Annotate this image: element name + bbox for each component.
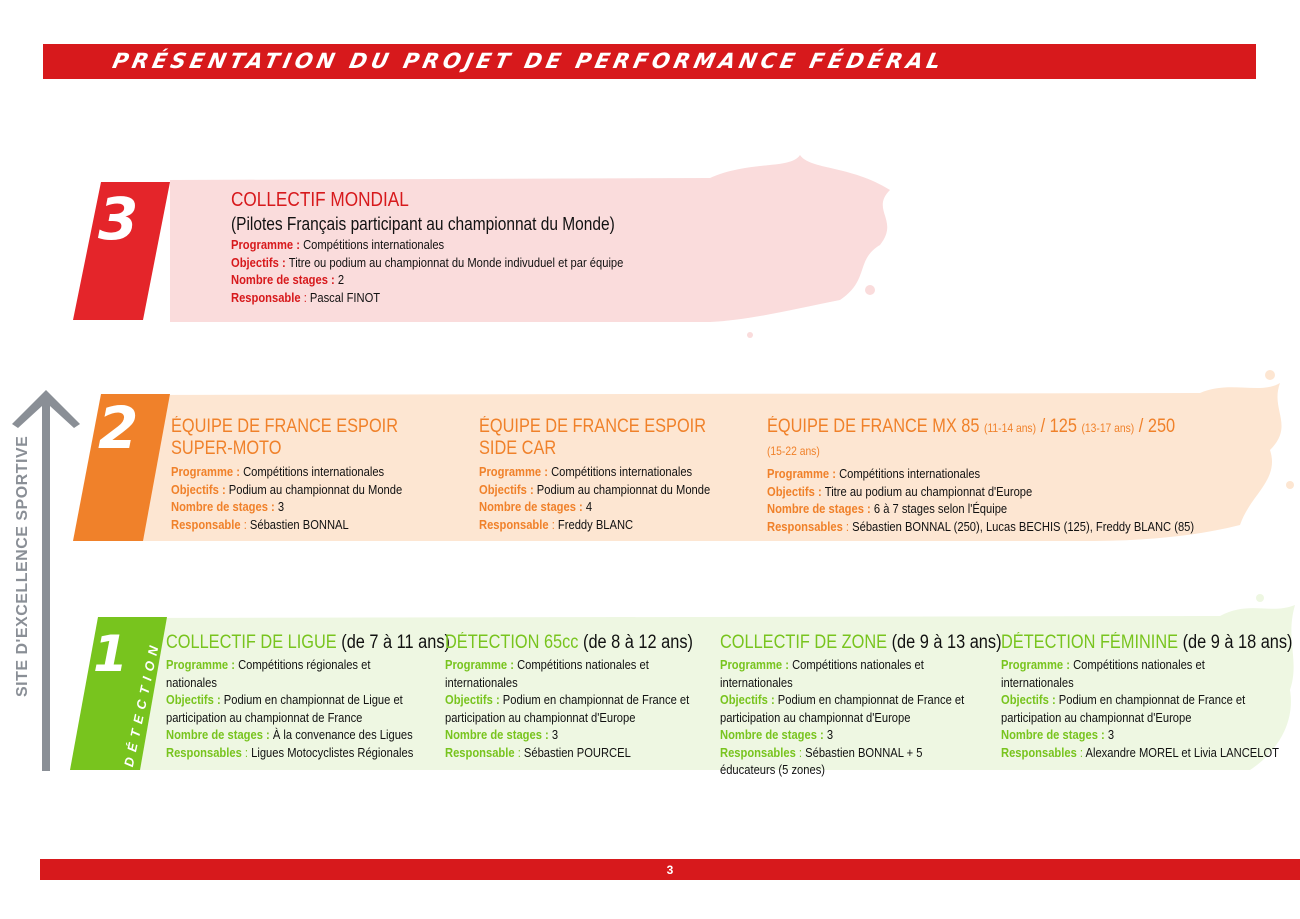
card-heading: ÉQUIPE DE FRANCE ESPOIR SIDE CAR bbox=[479, 416, 706, 459]
row-stages: Nombre de stages : 4 bbox=[479, 499, 593, 514]
side-label: SITE D'EXCELLENCE SPORTIVE bbox=[14, 435, 31, 697]
page-title: PRÉSENTATION DU PROJET DE PERFORMANCE FÉDÉRAL bbox=[110, 49, 947, 73]
row-stages: Nombre de stages : 2 bbox=[231, 272, 345, 287]
header-banner bbox=[43, 44, 1256, 79]
row-programme: Programme : Compétitions nationales et internationales bbox=[445, 657, 649, 690]
row-responsable: Responsable : Freddy BLANC bbox=[479, 516, 634, 532]
card-heading: DÉTECTION 65cc (de 8 à 12 ans) bbox=[445, 632, 693, 653]
row-objectifs: Objectifs : Titre au podium au championnat d'Europe bbox=[767, 483, 1033, 499]
row-responsable: Responsable : Pascal FINOT bbox=[231, 289, 381, 305]
row-programme: Programme : Compétitions nationales et internationales bbox=[720, 657, 924, 690]
card-heading: COLLECTIF DE ZONE (de 9 à 13 ans) bbox=[720, 632, 1002, 653]
row-objectifs: Objectifs : Podium en championnat de France et participation au championnat d'Europe bbox=[445, 692, 690, 725]
row-responsable: Responsables : Sébastien BONNAL + 5 éducateurs (5 zones) bbox=[720, 744, 923, 777]
row-responsable: Responsable : Sébastien POURCEL bbox=[445, 744, 631, 760]
card-heading: DÉTECTION FÉMININE (de 9 à 18 ans) bbox=[1001, 632, 1293, 653]
row-responsable: Responsable : Sébastien BONNAL bbox=[171, 516, 349, 532]
page-number: 3 bbox=[666, 863, 674, 877]
row-programme: Programme : Compétitions internationales bbox=[171, 464, 385, 479]
level2-card-mx bbox=[767, 416, 1267, 535]
level2-number: 2 bbox=[98, 394, 139, 462]
card-heading: ÉQUIPE DE FRANCE MX 85 (11-14 ans) / 125 (13-17 ans) / 250 bbox=[767, 416, 1176, 437]
level1-number: 1 bbox=[93, 625, 128, 683]
footer-banner bbox=[40, 859, 1300, 880]
row-programme: Programme : Compétitions internationales bbox=[479, 464, 693, 479]
level2-card-supermoto bbox=[171, 416, 461, 533]
level2-card-sidecar bbox=[479, 416, 759, 533]
row-stages: Nombre de stages : 3 bbox=[445, 727, 559, 742]
row-programme: Programme : Compétitions internationales bbox=[767, 466, 981, 481]
row-objectifs: Objectifs : Podium en championnat de France et participation au championnat d'Europe bbox=[1001, 692, 1246, 725]
card-subtitle: (Pilotes Français participant au championnat du Monde) bbox=[231, 214, 615, 234]
row-programme: Programme : Compétitions internationales bbox=[231, 237, 445, 252]
row-objectifs: Objectifs : Podium au championnat du Monde bbox=[479, 481, 711, 497]
row-objectifs: Objectifs : Podium au championnat du Monde bbox=[171, 481, 403, 497]
row-stages: Nombre de stages : 3 bbox=[1001, 727, 1115, 742]
level3-number: 3 bbox=[98, 185, 139, 253]
card-heading: COLLECTIF DE LIGUE (de 7 à 11 ans) bbox=[166, 632, 450, 653]
row-responsable: Responsables : Ligues Motocyclistes Régionales bbox=[166, 744, 414, 760]
detection-tag: DÉTECTION bbox=[121, 638, 163, 769]
card-heading-age: (15-22 ans) bbox=[767, 444, 820, 458]
row-programme: Programme : Compétitions régionales et nationales bbox=[166, 657, 371, 690]
row-responsable: Responsables : Sébastien BONNAL (250), Lucas BECHIS (125), Freddy BLANC (85) bbox=[767, 518, 1195, 534]
row-stages: Nombre de stages : 6 à 7 stages selon l'Équipe bbox=[767, 501, 1008, 516]
row-stages: Nombre de stages : 3 bbox=[171, 499, 285, 514]
level1-card-feminine bbox=[1001, 632, 1291, 761]
row-objectifs: Objectifs : Podium en championnat de Ligue et participation au championnat de France bbox=[166, 692, 403, 725]
row-objectifs: Objectifs : Titre ou podium au championnat du Monde indivuduel et par équipe bbox=[231, 254, 624, 270]
row-responsable: Responsables : Alexandre MOREL et Livia LANCELOT bbox=[1001, 744, 1279, 760]
level1-card-65cc bbox=[445, 632, 715, 761]
card-heading: ÉQUIPE DE FRANCE ESPOIR SUPER-MOTO bbox=[171, 416, 398, 459]
row-objectifs: Objectifs : Podium en championnat de France et participation au championnat d'Europe bbox=[720, 692, 965, 725]
level1-card-ligue bbox=[166, 632, 450, 761]
row-programme: Programme : Compétitions nationales et internationales bbox=[1001, 657, 1205, 690]
row-stages: Nombre de stages : À la convenance des Ligues bbox=[166, 727, 413, 742]
row-stages: Nombre de stages : 3 bbox=[720, 727, 834, 742]
card-heading: COLLECTIF MONDIAL bbox=[231, 189, 409, 211]
level3-card bbox=[231, 188, 751, 306]
level1-card-zone bbox=[720, 632, 1002, 779]
